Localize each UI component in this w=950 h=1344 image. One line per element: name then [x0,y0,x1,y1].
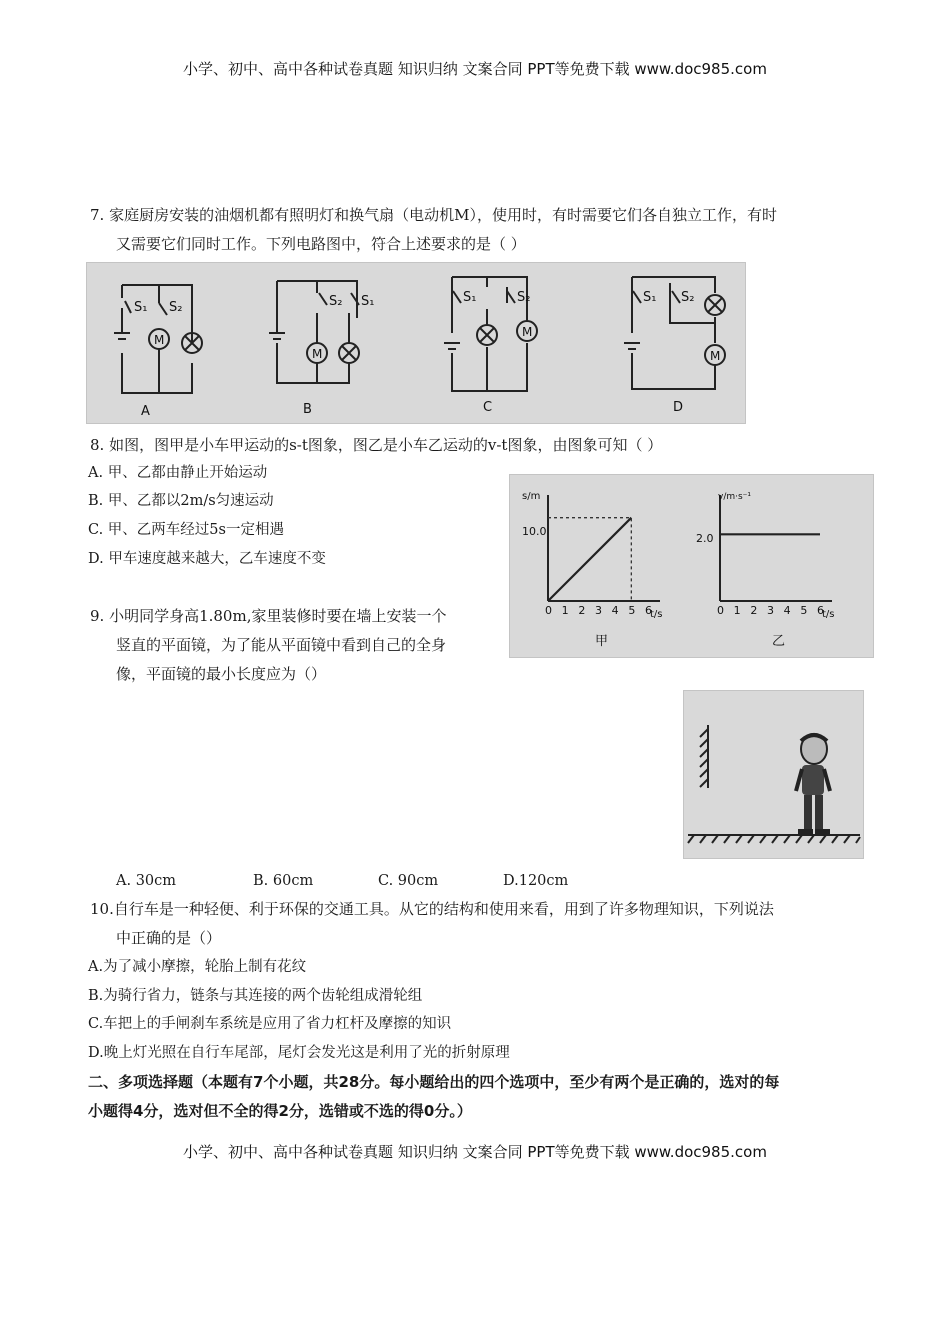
chart2-ytick: 2.0 [696,532,714,545]
chart2-ylabel: v/m·s⁻¹ [718,492,752,502]
a-s2-label: S₂ [169,300,183,315]
d-s2-label: S₂ [681,290,695,305]
label-b: B [303,402,312,417]
circuit-b [269,281,359,383]
label-d: D [673,400,684,415]
b-motor-label: M [312,347,323,361]
b-s1-label: S₁ [361,294,375,309]
d-motor-label: M [710,349,721,363]
q9-option-c: C. 90cm [378,873,439,889]
q8-stem: 8. 如图，图甲是小车甲运动的s-t图象，图乙是小车乙运动的v-t图象，由图象可知（ ） [90,436,663,454]
q10-stem-line2: 中正确的是（） [116,929,222,947]
page-header: 小学、初中、高中各种试卷真题 知识归纳 文案合同 PPT等免费下载 www.doc985.com [183,60,767,78]
q8-option-a: A. 甲、乙都由静止开始运动 [88,465,268,481]
boy [796,734,830,834]
chart2-xlabel: t/s [822,609,835,620]
q9-stem-line2: 竖直的平面镜，为了能从平面镜中看到自己的全身 [116,636,447,654]
q10-option-c: C.车把上的手闸刹车系统是应用了省力杠杆及摩擦的知识 [88,1016,452,1032]
chart1-xtick-1: 1 [561,604,569,617]
c-s2-label: S₂ [517,290,531,305]
chart1-xtick-4: 4 [611,604,619,617]
chart2-xtick-2: 2 [750,604,758,617]
chart1-title: 甲 [595,634,609,649]
q7-stem-line1: 7. 家庭厨房安装的油烟机都有照明灯和换气扇（电动机M），使用时，有时需要它们各自独立工作，有时 [90,206,777,224]
chart1-series-line [548,518,631,601]
page-footer: 小学、初中、高中各种试卷真题 知识归纳 文案合同 PPT等免费下载 www.doc985.com [183,1143,767,1161]
label-c: C [483,400,493,415]
c-motor-label: M [522,325,533,339]
q9-stem-line3: 像，平面镜的最小长度应为（） [116,665,327,683]
c-s1-label: S₁ [463,290,477,305]
label-a: A [141,404,150,419]
chart1-ytick: 10.0 [522,525,547,538]
b-s2-label: S₂ [329,294,343,309]
q8-option-d: D. 甲车速度越来越大，乙车速度不变 [88,551,326,567]
q9-option-d: D.120cm [503,873,569,889]
chart1-xtick-2: 2 [578,604,586,617]
q9-stem-line1: 9. 小明同学身高1.80m,家里装修时要在墙上安装一个 [90,607,447,625]
chart2-xtick-6: 6 [817,604,824,617]
chart2-xtick-0: 0 [717,604,724,617]
chart1-xtick-6: 6 [645,604,652,617]
circuit-diagrams-figure [86,262,746,424]
a-s1-label: S₁ [134,300,148,315]
chart1-xlabel: t/s [650,609,663,620]
chart2-xtick-1: 1 [733,604,741,617]
chart1-ylabel: s/m [522,491,541,502]
q8-option-c: C. 甲、乙两车经过5s一定相遇 [88,522,284,538]
circuit-d [624,277,725,389]
q9-option-b: B. 60cm [253,873,314,889]
section2-heading-line2: 小题得4分，选对但不全的得2分，选错或不选的得0分。） [88,1102,472,1120]
chart2-xtick-5: 5 [800,604,808,617]
circuit-diagrams-svg [87,263,745,423]
q10-option-a: A.为了减小摩擦，轮胎上制有花纹 [88,959,307,975]
q9-option-a: A. 30cm [116,873,177,889]
a-motor-label: M [154,333,165,347]
chart2-title: 乙 [772,634,786,649]
chart1-xtick-5: 5 [628,604,636,617]
q7-stem-line2: 又需要它们同时工作。下列电路图中，符合上述要求的是（ ） [116,235,526,253]
motion-graphs-svg [510,475,873,657]
section2-heading-line1: 二、多项选择题（本题有7个小题，共28分。每小题给出的四个选项中，至少有两个是正确的，选对的每 [88,1073,780,1091]
d-s1-label: S₁ [643,290,657,305]
q10-option-d: D.晚上灯光照在自行车尾部，尾灯会发光这是利用了光的折射原理 [88,1045,510,1061]
q10-option-b: B.为骑行省力，链条与其连接的两个齿轮组成滑轮组 [88,988,423,1004]
chart2-xtick-3: 3 [767,604,774,617]
mirror-boy-figure [683,690,864,859]
q10-stem-line1: 10.自行车是一种轻便、利于环保的交通工具。从它的结构和使用来看，用到了许多物理知识，下列说法 [90,900,774,918]
q8-option-b: B. 甲、乙都以2m/s匀速运动 [88,493,274,509]
chart1-xtick-0: 0 [545,604,552,617]
chart2-xtick-4: 4 [783,604,791,617]
motion-graphs-figure [509,474,874,658]
chart1-xtick-3: 3 [595,604,602,617]
